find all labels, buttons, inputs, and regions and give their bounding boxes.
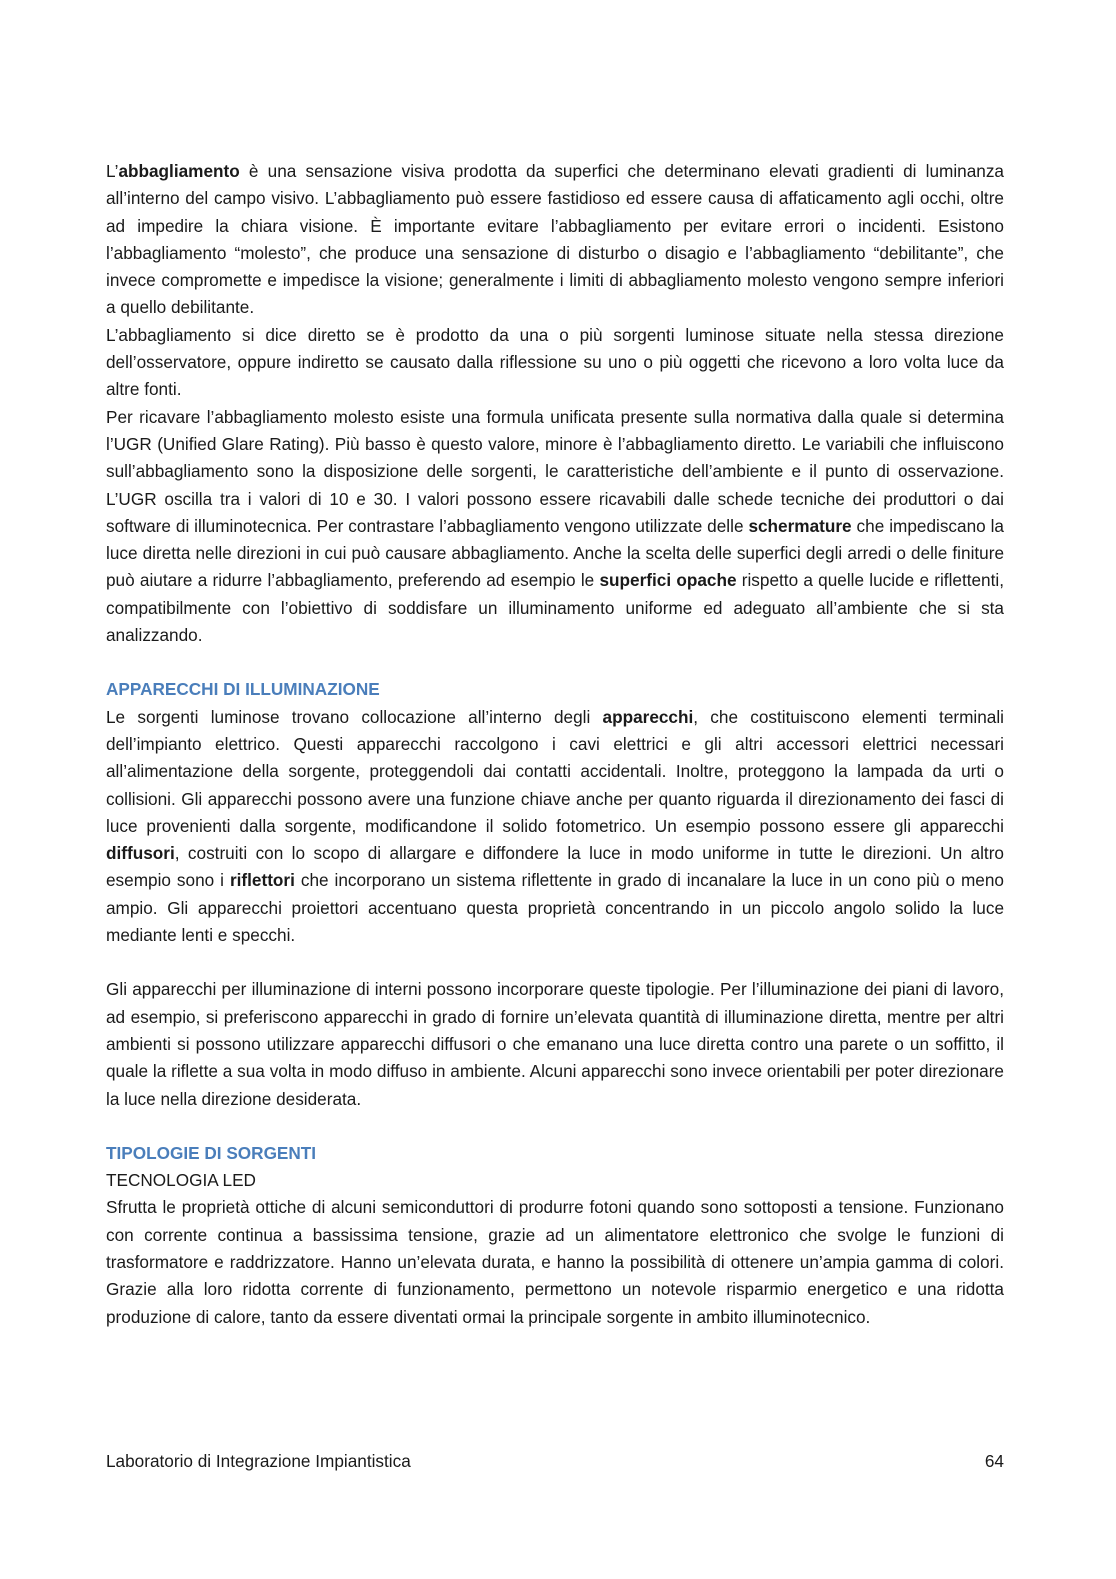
bold-term: diffusori [106, 843, 175, 864]
spacer [106, 649, 1004, 676]
text-run: Per ricavare l’abbagliamento molesto esiste una formula unificata presente sulla normativa dalla quale si determina l’UGR (Unified Glare Rating). Più basso è questo valore, minore è l’abbagliamento diretto. Le variabili che influiscono sull’abbagliamento sono la disposizione delle sorgenti, le caratteristiche dell’ambiente e il punto di osservazione. L’UGR oscilla tra i valori di 10 e 30. I valori possono essere ricavabili dalle schede tecniche dei produttori o dai software di illuminotecnica. Per contrastare l’abbagliamento vengono utilizzate delle [106, 406, 1004, 536]
bold-term: schermature [748, 515, 852, 536]
paragraph-abbagliamento-intro [106, 158, 1004, 322]
paragraph-apparecchi-interni: Gli apparecchi per illuminazione di interni possono incorporare queste tipologie. Per l’illuminazione dei piani di lavoro, ad esempio, si preferiscono apparecchi in grado di fornire un’elevata quantità di illuminazione diretta, mentre per altri ambienti si possono utilizzare apparecchi diffusori o che emanano una luce diretta contro una parete o un soffitto, il quale la riflette a sua volta in modo diffuso in ambiente. Alcuni apparecchi sono invece orientabili per poter direzionare la luce nella direzione desiderata. [106, 979, 1004, 1109]
text-run: rispetto a quelle lucide e riflettenti, compatibilmente con l’obiettivo di soddisfare un illuminamento uniforme ed adeguato all’ambiente che si sta analizzando. [106, 570, 1004, 646]
subheading-led: TECNOLOGIA LED [106, 1170, 256, 1191]
bold-term: abbagliamento [118, 161, 240, 181]
page-footer [106, 1448, 1004, 1475]
bold-term: riflettori [229, 870, 295, 891]
text-run: , che costituiscono elementi terminali dell’impianto elettrico. Questi apparecchi raccolgono i cavi elettrici e gli altri accessori elettrici necessari all’alimentazione della sorgente, proteggendoli dai contatti accidentali. Inoltre, proteggono la lampada da urti o collisioni. Gli apparecchi possono avere una funzione chiave anche per quanto riguarda il direzionamento dei fasci di luce provenienti dalla sorgente, modificandone il solido fotometrico. Un esempio possono essere gli apparecchi [106, 706, 1004, 836]
spacer [106, 1113, 1004, 1140]
text-run: L’ [106, 161, 119, 181]
spacer [106, 949, 1004, 976]
section-heading-apparecchi: APPARECCHI DI ILLUMINAZIONE [106, 679, 380, 700]
paragraph-ugr [106, 404, 1004, 650]
paragraph-abbagliamento-diretto: L’abbagliamento si dice diretto se è prodotto da una o più sorgenti luminose situate nella stessa direzione dell’osservatore, oppure indiretto se causato dalla riflessione su uno o più oggetti che ricevono a loro volta luce da altre fonti. [106, 324, 1004, 400]
text-run: Le sorgenti luminose trovano collocazione all’interno degli [106, 706, 603, 727]
footer-course-title: Laboratorio di Integrazione Impiantistica [106, 1451, 411, 1471]
page-content [106, 158, 1004, 1331]
text-run: che impediscano la luce diretta nelle direzioni in cui può causare abbagliamento. Anche la scelta delle superfici degli arredi o delle finiture può aiutare a ridurre l’abbagliamento, preferendo ad esempio le [106, 515, 1004, 591]
text-run: è una sensazione visiva prodotta da superfici che determinano elevati gradienti di luminanza all’interno del campo visivo. L’abbagliamento può essere fastidioso ed essere causa di affaticamento agli occhi, oltre ad impedire la chiara visione. È importante evitare l’abbagliamento per evitare errori o incidenti. Esistono l’abbagliamento “molesto”, che produce una sensazione di disturbo o disagio e l’abbagliamento “debilitante”, che invece compromette e impedisce la visione; generalmente i limiti di abbagliamento molesto vengono sempre inferiori a quello debilitante. [106, 161, 1004, 318]
page-number: 64 [984, 1451, 1004, 1471]
paragraph-led: Sfrutta le proprietà ottiche di alcuni semiconduttori di produrre fotoni quando sono sottoposti a tensione. Funzionano con corrente continua a bassissima tensione, grazie ad un alimentatore elettronico che svolge le funzioni di trasformatore e raddrizzatore. Hanno un’elevata durata, e hanno la possibilità di ottenere un’ampia gamma di colori. Grazie alla loro ridotta corrente di funzionamento, permettono un notevole risparmio energetico e una ridotta produzione di calore, tanto da essere diventati ormai la principale sorgente in ambito illuminotecnico. [106, 1197, 1004, 1327]
bold-term: apparecchi [602, 706, 694, 727]
section-heading-tipologie: TIPOLOGIE DI SORGENTI [106, 1142, 317, 1163]
text-run: che incorporano un sistema riflettente in grado di incanalare la luce in un cono più o meno ampio. Gli apparecchi proiettori accentuano questa proprietà concentrando in un piccolo angolo solido la luce mediante lenti e specchi. [106, 870, 1004, 946]
bold-term: superfici opache [599, 570, 737, 591]
paragraph-apparecchi [106, 704, 1004, 950]
text-run: , costruiti con lo scopo di allargare e diffondere la luce in modo uniforme in tutte le direzioni. Un altro esempio sono i [106, 843, 1004, 891]
